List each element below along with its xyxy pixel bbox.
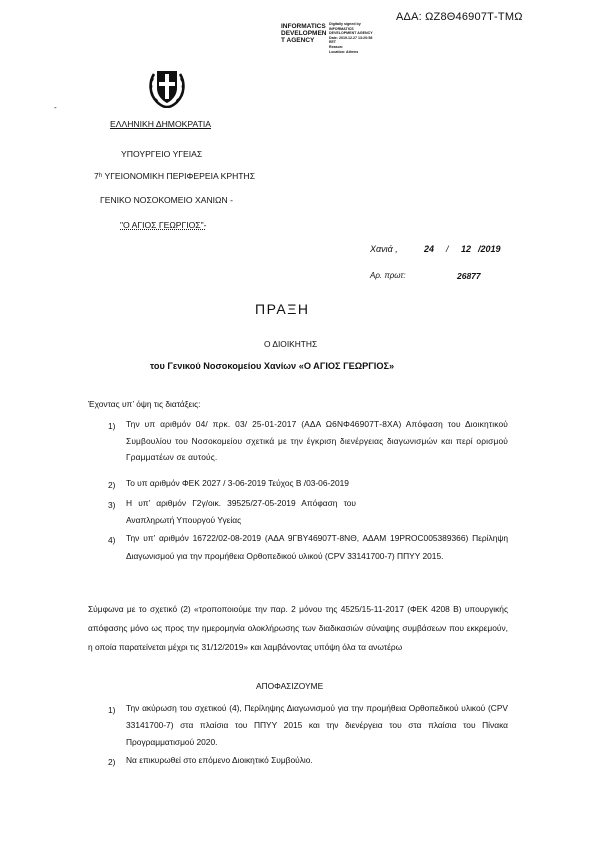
signature-line-4: Date: 2019.12.27 13:20:58 <box>329 35 373 40</box>
decision-1-text: Την ακύρωση του σχετικού (4), Περίληψης Διαγωνισμού για την προμήθεια Ορθοπεδικού υλικού (CPV 33141700-7) στα πλαίσια του ΠΠΥΥ 2015 και την διενέργεια του στα πλαίσια του Πίνακα Προγραμματισμού 2020. <box>126 703 508 747</box>
date-separator: / <box>446 244 449 254</box>
date-day: 24 <box>424 244 435 254</box>
intro-text: Έχοντας υπ’ όψη τις διατάξεις: <box>88 399 201 409</box>
hospital-name <box>120 220 207 230</box>
signature-line-2: INFORMATICS <box>329 26 354 31</box>
region-heading: 7ʰ ΥΓΕΙΟΝΟΜΙΚΗ ΠΕΡΙΦΕΡΕΙΑ ΚΡΗΤΗΣ <box>94 171 256 181</box>
ministry-heading: ΥΠΟΥΡΓΕΙΟ ΥΓΕΙΑΣ <box>121 149 203 159</box>
document-title: ΠΡΑΞΗ <box>255 301 310 317</box>
date-month: 12 <box>461 244 472 254</box>
signature-line-6: Reason: <box>329 44 344 49</box>
signature-line-3: DEVELOPMENT AGENCY <box>329 31 373 36</box>
document-subtitle: του Γενικού Νοσοκομείου Χανίων «Ο ΑΓΙΟΣ ΓΕΩΡΓΙΟΣ» <box>150 361 395 371</box>
coat-of-arms-icon <box>148 66 186 113</box>
consideration-4-text: Την υπ’ αριθμόν 16722/02-08-2019 (ΑΔΑ 9ΓΒΥ46907Τ-8ΝΘ, ΑΔΑΜ 19PROC005389366) Περίληψη Διαγωνισμού για την προμήθεια Ορθοπεδικού υλικού (CPV 33141700-7) ΠΠΥΥ 2015. <box>126 533 508 561</box>
signature-line-7: Location: Athens <box>329 49 359 54</box>
ida-logo <box>281 23 327 44</box>
consideration-4-number: 4) <box>108 535 116 545</box>
consideration-3-text: Η υπ’ αριθμόν Γ2γ/οικ. 39525/27-05-2019 Απόφαση του Αναπληρωτή Υπουργού Υγείας <box>126 498 356 525</box>
signature-line-1: Digitally signed by <box>329 22 361 26</box>
main-paragraph: Σύμφωνα με το σχετικό (2) «τροποποιούμε την παρ. 2 μόνου της 4525/15-11-2017 (ΦΕΚ 4208 Β) υπουργικής απόφασης μόνο ως προς την ημερομηνία ολοκλήρωσης των διαδικασιών σύναψης συμβάσεων που εκκρεμούν, η οποία παρατείνεται μέχρι τις 31/12/2019» και λαμβάνοντας υπόψη όλα τα ανωτέρω <box>88 604 508 653</box>
protocol-label: Αρ. πρωτ: <box>370 271 406 280</box>
consideration-1-text: Την υπ αριθμόν 04/ πρκ. 03/ 25-01-2017 (ΑΔΑ Ω6ΝΦ46907Τ-8ΧΑ) Απόφαση του Διοικητικού Συμβουλίου του Νοσοκομείου σχετικά με την έγκριση διενέργειας διαγωνισμών και περί ορισμού Γραμματέων σε αυτούς. <box>126 419 508 463</box>
date-city: Χανιά , <box>370 244 398 254</box>
ida-logo-line-2: DEVELOPMEN <box>281 30 327 37</box>
ida-logo-line-1: INFORMATICS <box>281 23 326 30</box>
hospital-name-text: "Ο ΑΓΙΟΣ ΓΕΩΡΓΙΟΣ"- <box>120 220 207 230</box>
consideration-2-text: Το υπ αριθμόν ΦΕΚ 2027 / 3-06-2019 Τεύχος Β /03-06-2019 <box>126 478 349 488</box>
date-year: /2019 <box>478 244 501 254</box>
decision-2-text: Να επικυρωθεί στο επόμενο Διοικητικό Συμβούλιο. <box>126 755 313 765</box>
decision-2-number: 2) <box>108 757 116 767</box>
republic-heading: ΕΛΛΗΝΙΚΗ ΔΗΜΟΚΡΑΤΙΑ <box>110 119 211 129</box>
decide-heading: ΑΠΟΦΑΣΙΖΟΥΜΕ <box>256 681 324 691</box>
consideration-3-number: 3) <box>108 500 116 510</box>
decision-1-number: 1) <box>108 705 116 715</box>
signature-line-5: EET <box>329 40 336 45</box>
digital-signature-stamp <box>329 22 373 54</box>
ada-code: ΑΔΑ: ΩΖ8Θ46907Τ-ΤΜΩ <box>396 11 523 23</box>
director-heading: Ο ΔΙΟΙΚΗΤΗΣ <box>264 339 318 349</box>
consideration-2-number: 2) <box>108 480 116 490</box>
hospital-heading: ΓΕΝΙΚΟ ΝΟΣΟΚΟΜΕΙΟ ΧΑΝΙΩΝ - <box>100 195 233 205</box>
ida-logo-line-3: T AGENCY <box>281 37 315 44</box>
protocol-number: 26877 <box>457 271 481 281</box>
consideration-1-number: 1) <box>108 421 116 431</box>
margin-mark: - <box>54 103 57 112</box>
